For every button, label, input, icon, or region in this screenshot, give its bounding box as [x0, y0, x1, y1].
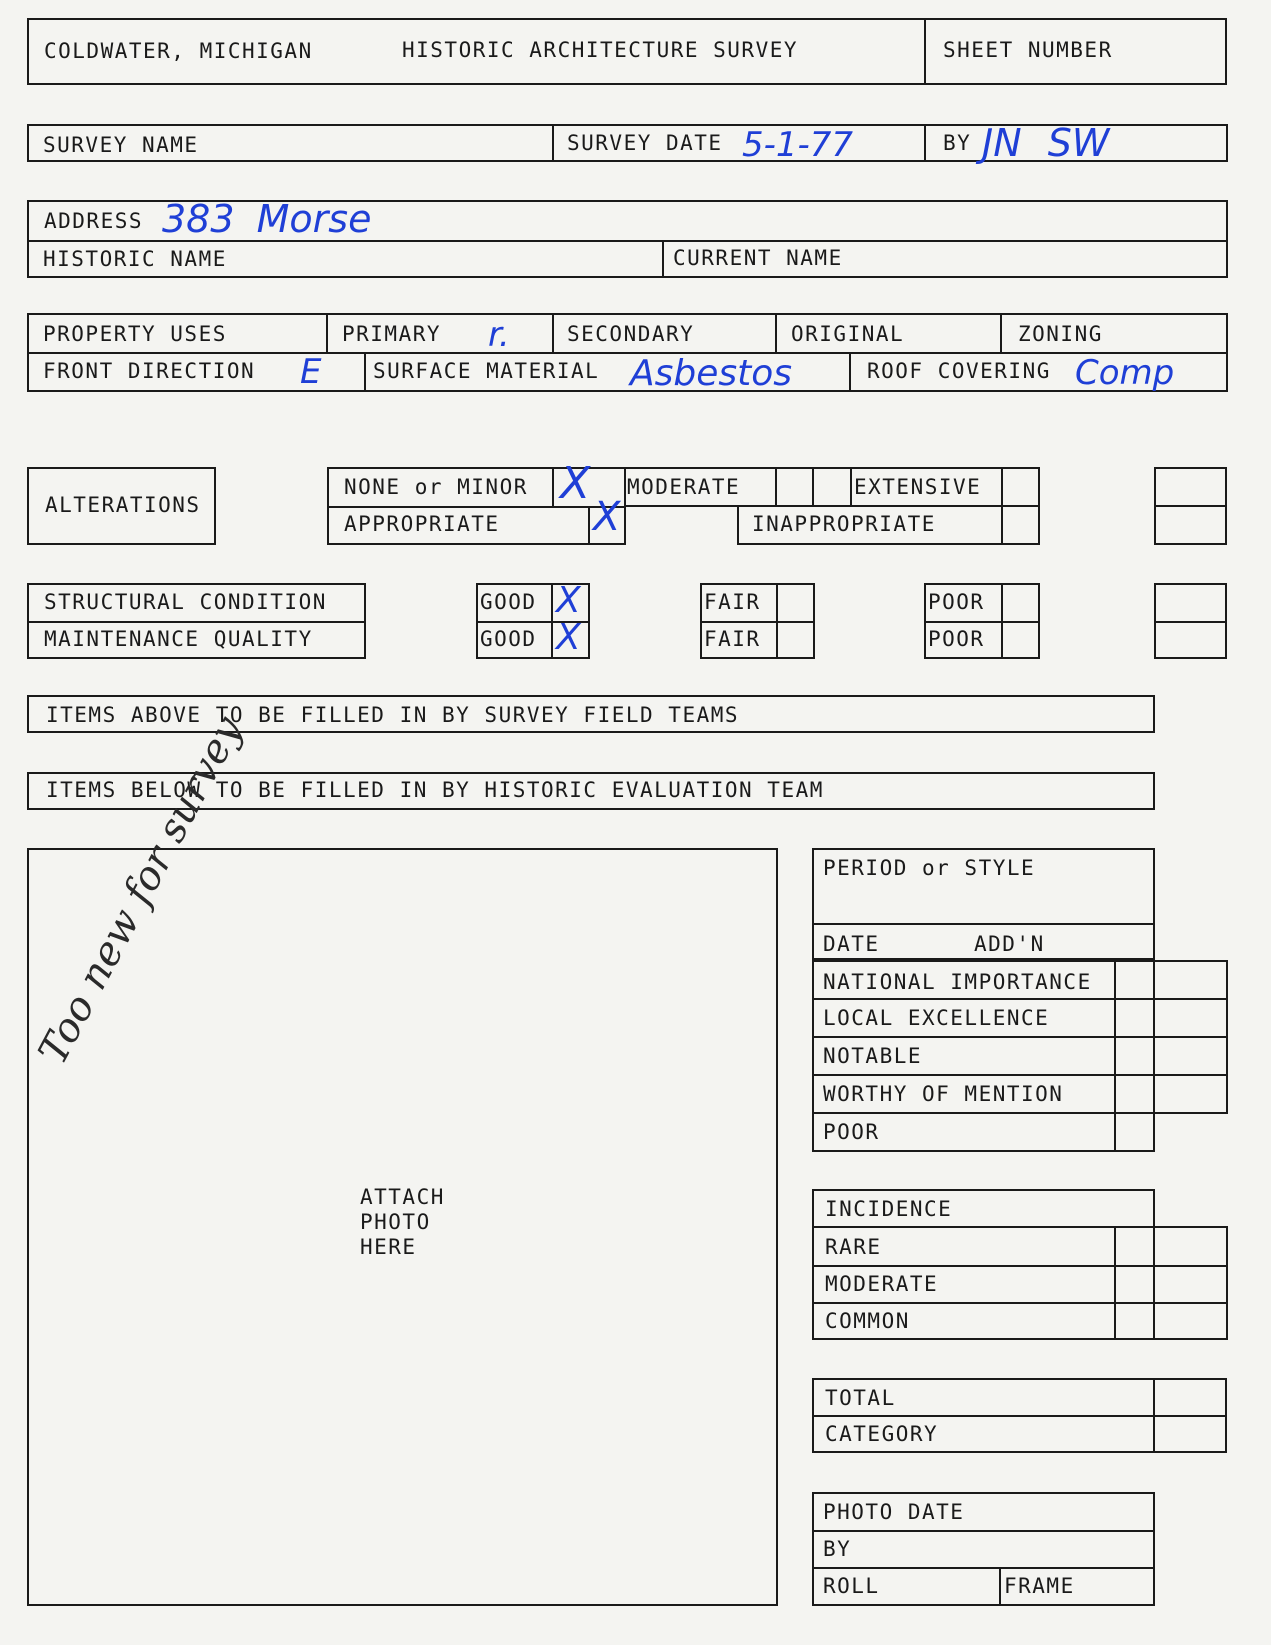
structural-fair-label: FAIR	[704, 590, 761, 614]
inc-moderate-label: MODERATE	[825, 1272, 939, 1296]
property-div5	[364, 352, 366, 392]
photo-text-attach: ATTACH	[360, 1185, 445, 1209]
property-bottom	[27, 390, 1227, 392]
survey-date-label: SURVEY DATE	[567, 131, 723, 155]
survey-date-value: 5-1-77	[742, 125, 854, 165]
eval-line-date-top	[812, 923, 1155, 925]
inc-line2	[812, 1265, 1227, 1267]
property-top	[27, 313, 1227, 315]
fair-div	[776, 583, 778, 659]
rare-label: RARE	[825, 1235, 882, 1259]
maintenance-quality-label: MAINTENANCE QUALITY	[44, 627, 313, 651]
eval-addn-label: ADD'N	[974, 932, 1045, 956]
eval-line3	[812, 1036, 1227, 1038]
survey-div1	[552, 124, 554, 162]
address-div	[662, 240, 664, 278]
property-div2	[552, 313, 554, 353]
property-div1	[326, 313, 328, 353]
photo-by-label: BY	[823, 1537, 852, 1561]
alt-top	[327, 467, 1039, 469]
alt-v5	[775, 467, 777, 507]
inc-score-div	[1114, 1226, 1116, 1340]
property-div3	[775, 313, 777, 353]
eval-date-label: DATE	[823, 932, 880, 956]
alt-v10	[1038, 467, 1040, 545]
photo-text-here: HERE	[360, 1235, 417, 1259]
alt-v4	[624, 467, 626, 545]
appropriate-label: APPROPRIATE	[344, 512, 500, 536]
property-mid	[27, 352, 1227, 354]
alt-v8	[737, 506, 739, 545]
moderate-label: MODERATE	[627, 475, 741, 499]
structural-poor-label: POOR	[928, 590, 985, 614]
inc-bottom	[812, 1338, 1227, 1340]
primary-value: r.	[488, 315, 510, 355]
alterations-label: ALTERATIONS	[45, 493, 201, 517]
inc-left	[812, 1189, 814, 1340]
form-title: HISTORIC ARCHITECTURE SURVEY	[402, 38, 799, 62]
address-right	[1226, 200, 1228, 278]
maintenance-poor-label: POOR	[928, 627, 985, 651]
condition-label-mid	[27, 621, 366, 623]
note-below-left	[27, 772, 29, 810]
alt-v7	[850, 467, 852, 507]
eval-line2	[812, 998, 1227, 1000]
alt-v1	[327, 467, 329, 545]
maintenance-good-label: GOOD	[480, 627, 537, 651]
poor-mid	[924, 621, 1040, 623]
period-style-label: PERIOD or STYLE	[823, 856, 1036, 880]
eval-poor-label: POOR	[823, 1120, 880, 1144]
property-uses-label: PROPERTY USES	[43, 322, 227, 346]
note-above-right	[1153, 695, 1155, 733]
property-left	[27, 313, 29, 392]
photo-text-photo: PHOTO	[360, 1210, 431, 1234]
condition-side-mid	[1154, 621, 1227, 623]
note-below: ITEMS BELOW TO BE FILLED IN BY HISTORIC EVALUATION TEAM	[46, 778, 824, 802]
handwritten-note: Too new for survey	[30, 709, 252, 1072]
inappropriate-label: INAPPROPRIATE	[752, 512, 936, 536]
structural-good-mark: X	[556, 580, 581, 621]
front-direction-value: E	[300, 352, 322, 392]
frame-label: FRAME	[1004, 1574, 1075, 1598]
category-label: CATEGORY	[825, 1422, 939, 1446]
alt-mid-right	[624, 505, 1039, 507]
alt-bottom-left	[327, 543, 626, 545]
poor-div	[1001, 583, 1003, 659]
worthy-of-mention-label: WORTHY OF MENTION	[823, 1082, 1064, 1106]
survey-left	[27, 124, 29, 162]
total-label: TOTAL	[825, 1386, 896, 1410]
surface-material-value: Asbestos	[630, 353, 793, 394]
appropriate-mark: X	[593, 494, 621, 540]
header-divider	[924, 18, 926, 85]
fair-mid	[700, 621, 815, 623]
survey-right	[1226, 124, 1228, 162]
eval-line4	[812, 1074, 1227, 1076]
inc-line3	[812, 1302, 1227, 1304]
local-excellence-label: LOCAL EXCELLENCE	[823, 1006, 1050, 1030]
inc-right	[1153, 1189, 1155, 1340]
maintenance-good-mark: X	[556, 617, 581, 658]
good-div	[551, 583, 553, 659]
historic-name-label: HISTORIC NAME	[43, 247, 227, 271]
photo-date-label: PHOTO DATE	[823, 1500, 965, 1524]
incidence-label: INCIDENCE	[825, 1197, 953, 1221]
survey-div2	[924, 124, 926, 162]
notable-label: NOTABLE	[823, 1044, 923, 1068]
none-minor-mark: X	[560, 458, 591, 509]
surface-material-label: SURFACE MATERIAL	[373, 359, 600, 383]
total-div	[1153, 1378, 1155, 1453]
note-below-right	[1153, 772, 1155, 810]
secondary-label: SECONDARY	[567, 322, 695, 346]
eval-score-right	[1226, 960, 1228, 1114]
city-label: COLDWATER, MICHIGAN	[44, 39, 313, 63]
roll-label: ROLL	[823, 1574, 880, 1598]
eval-line5	[812, 1112, 1227, 1114]
note-above-left	[27, 695, 29, 733]
photo-info-line1	[812, 1530, 1155, 1532]
current-name-label: CURRENT NAME	[673, 246, 843, 270]
eval-line1	[812, 960, 1227, 962]
structural-good-label: GOOD	[480, 590, 537, 614]
note-above-bottom	[27, 731, 1154, 733]
alt-bottom-right	[737, 543, 1039, 545]
address-label: ADDRESS	[44, 209, 144, 233]
inc-score-right	[1226, 1226, 1228, 1340]
address-bottom	[27, 276, 1227, 278]
zoning-label: ZONING	[1018, 322, 1103, 346]
national-importance-label: NATIONAL IMPORTANCE	[823, 970, 1092, 994]
property-div6	[849, 352, 851, 392]
roof-covering-value: Comp	[1075, 353, 1175, 393]
front-direction-label: FRONT DIRECTION	[43, 359, 256, 383]
alt-v3	[588, 506, 590, 545]
inc-top	[812, 1189, 1155, 1191]
survey-name-label: SURVEY NAME	[43, 133, 199, 157]
roof-covering-label: ROOF COVERING	[867, 359, 1051, 383]
original-label: ORIGINAL	[791, 322, 905, 346]
extensive-label: EXTENSIVE	[854, 475, 982, 499]
alt-side-mid	[1154, 505, 1227, 507]
photo-info-line2	[812, 1567, 1155, 1569]
property-div4	[1000, 313, 1002, 353]
note-above: ITEMS ABOVE TO BE FILLED IN BY SURVEY FIELD TEAMS	[46, 703, 740, 727]
by-value: JN SW	[982, 121, 1110, 165]
photo-info-div	[999, 1567, 1001, 1606]
address-value: 383 Morse	[162, 197, 372, 241]
total-mid	[812, 1415, 1227, 1417]
by-label: BY	[943, 131, 972, 155]
maintenance-fair-label: FAIR	[704, 627, 761, 651]
sheet-number-label: SHEET NUMBER	[943, 38, 1113, 62]
eval-score-div	[1114, 960, 1116, 1152]
alt-v2	[552, 467, 554, 507]
common-label: COMMON	[825, 1309, 910, 1333]
alt-v9	[1001, 467, 1003, 545]
alt-v6	[812, 467, 814, 507]
address-left	[27, 200, 29, 278]
primary-label: PRIMARY	[342, 322, 442, 346]
note-above-top	[27, 695, 1154, 697]
structural-condition-label: STRUCTURAL CONDITION	[44, 590, 327, 614]
property-right	[1226, 313, 1228, 392]
inc-line1	[812, 1226, 1227, 1228]
none-minor-label: NONE or MINOR	[344, 475, 528, 499]
eval-line6	[812, 1150, 1155, 1152]
